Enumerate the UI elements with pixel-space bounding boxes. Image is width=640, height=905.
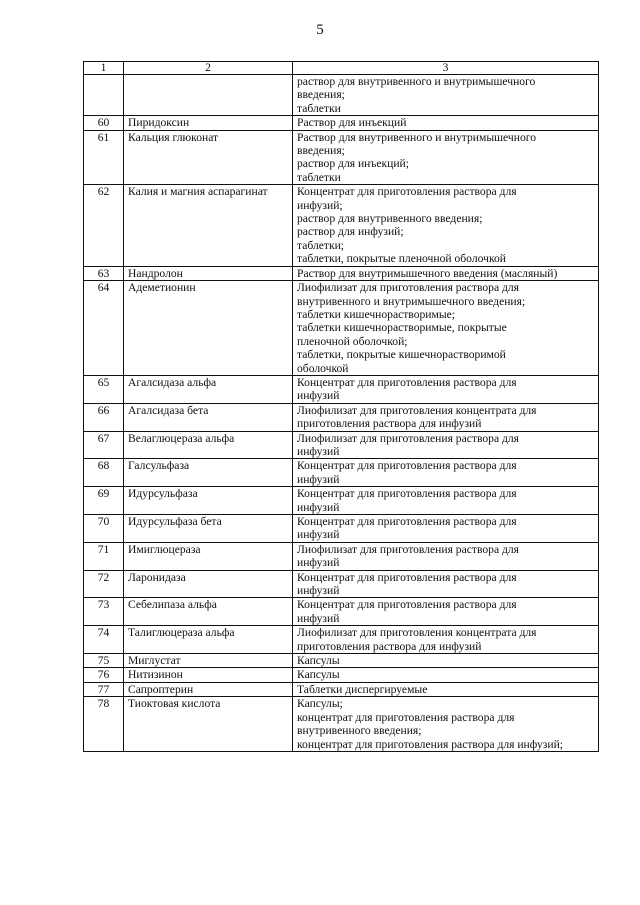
table-row: [84, 697, 599, 752]
table-row: [84, 116, 599, 130]
drug-name: Калия и магния аспарагинат: [124, 185, 293, 266]
dosage-form-line: инфузий: [297, 584, 340, 598]
row-number: 66: [84, 403, 124, 431]
table-row: [84, 668, 599, 682]
table-row: [84, 266, 599, 280]
dosage-form-line: Концентрат для приготовления раствора для: [297, 570, 517, 584]
drug-name: Кальция глюконат: [124, 130, 293, 185]
dosage-form-line: раствор для внутривенного введения;: [297, 212, 483, 226]
dosage-forms: [293, 598, 599, 626]
dosage-form-line: таблетки кишечнорастворимые, покрытые: [297, 321, 507, 335]
dosage-form-line: Концентрат для приготовления раствора для: [297, 375, 517, 389]
dosage-form-line: таблетки, покрытые пленочной оболочкой: [297, 252, 506, 266]
row-number: 76: [84, 668, 124, 682]
dosage-form-line: инфузий: [297, 556, 340, 570]
dosage-form-line: приготовления раствора для инфузий: [297, 417, 482, 431]
dosage-form-line: концентрат для приготовления раствора для: [297, 710, 515, 724]
dosage-forms: [293, 459, 599, 487]
drug-name: Талиглюцераза альфа: [124, 626, 293, 654]
row-number: 67: [84, 431, 124, 459]
row-number: 68: [84, 459, 124, 487]
dosage-forms: [293, 487, 599, 515]
drug-name: Сапроптерин: [124, 682, 293, 696]
dosage-forms: [293, 570, 599, 598]
dosage-form-line: таблетки: [297, 101, 341, 115]
dosage-forms: [293, 130, 599, 185]
dosage-form-line: Капсулы: [297, 654, 340, 668]
dosage-form-line: Лиофилизат для приготовления концентрата для: [297, 403, 537, 417]
dosage-forms: [293, 697, 599, 752]
table-row: [84, 130, 599, 185]
header-row: [84, 62, 599, 75]
dosage-form-line: приготовления раствора для инфузий: [297, 639, 482, 653]
drug-name: Ларонидаза: [124, 570, 293, 598]
dosage-form-line: Концентрат для приготовления раствора для: [297, 598, 517, 612]
drug-name: Миглустат: [124, 654, 293, 668]
table-row: [84, 431, 599, 459]
table-row: [84, 626, 599, 654]
dosage-forms: [293, 626, 599, 654]
dosage-form-line: инфузий: [297, 389, 340, 403]
dosage-form-line: инфузий: [297, 500, 340, 514]
header-col-3: 3: [293, 62, 599, 75]
dosage-forms: [293, 403, 599, 431]
dosage-forms: [293, 375, 599, 403]
header-col-2: 2: [124, 62, 293, 75]
table-row: [84, 542, 599, 570]
row-number: 75: [84, 654, 124, 668]
dosage-form-line: Таблетки диспергируемые: [297, 682, 428, 696]
dosage-form-line: таблетки: [297, 170, 341, 184]
drug-name: Велаглюцераза альфа: [124, 431, 293, 459]
row-number: 78: [84, 697, 124, 752]
table-row: [84, 515, 599, 543]
drug-name: Идурсульфаза бета: [124, 515, 293, 543]
table-row: [84, 403, 599, 431]
dosage-form-line: Лиофилизат для приготовления раствора для: [297, 542, 520, 556]
dosage-forms: [293, 116, 599, 130]
dosage-forms: [293, 185, 599, 266]
dosage-form-line: раствор для внутривенного и внутримышечного: [297, 75, 536, 88]
table-row: [84, 570, 599, 598]
dosage-form-line: Капсулы: [297, 668, 340, 682]
dosage-form-line: внутривенного введения;: [297, 724, 422, 738]
dosage-form-line: Раствор для инъекций: [297, 116, 407, 130]
drug-table: [83, 61, 599, 752]
dosage-form-line: раствор для инфузий;: [297, 225, 404, 239]
dosage-form-line: инфузий: [297, 444, 340, 458]
drug-name: Нитизинон: [124, 668, 293, 682]
dosage-form-line: оболочкой: [297, 361, 349, 375]
row-number: 61: [84, 130, 124, 185]
row-number: 72: [84, 570, 124, 598]
table-row: [84, 682, 599, 696]
table-row: [84, 185, 599, 266]
drug-name: Галсульфаза: [124, 459, 293, 487]
dosage-forms: [293, 75, 599, 116]
dosage-form-line: Лиофилизат для приготовления концентрата для: [297, 626, 537, 640]
dosage-form-line: Раствор для внутримышечного введения (масляный): [297, 266, 558, 280]
dosage-form-line: введения;: [297, 144, 345, 158]
dosage-form-line: таблетки кишечнорастворимые;: [297, 307, 455, 321]
dosage-form-line: таблетки, покрытые кишечнорастворимой: [297, 348, 506, 362]
table-row: [84, 75, 599, 116]
row-number: 62: [84, 185, 124, 266]
dosage-forms: [293, 281, 599, 376]
dosage-form-line: внутривенного и внутримышечного введения;: [297, 294, 526, 308]
dosage-forms: [293, 515, 599, 543]
row-number: 64: [84, 281, 124, 376]
dosage-forms: [293, 682, 599, 696]
table-row: [84, 654, 599, 668]
row-number: 69: [84, 487, 124, 515]
table-row: [84, 598, 599, 626]
row-number: 60: [84, 116, 124, 130]
drug-name: Тиоктовая кислота: [124, 697, 293, 752]
drug-name: Идурсульфаза: [124, 487, 293, 515]
row-number: 63: [84, 266, 124, 280]
drug-name: [124, 75, 293, 116]
row-number: [84, 75, 124, 116]
dosage-forms: [293, 668, 599, 682]
drug-name: Пиридоксин: [124, 116, 293, 130]
drug-name: Агалсидаза альфа: [124, 375, 293, 403]
dosage-form-line: инфузий: [297, 472, 340, 486]
dosage-form-line: Лиофилизат для приготовления раствора для: [297, 431, 520, 445]
drug-name: Адеметионин: [124, 281, 293, 376]
dosage-forms: [293, 542, 599, 570]
dosage-form-line: пленочной оболочкой;: [297, 334, 408, 348]
table-body: [84, 75, 599, 752]
dosage-form-line: Капсулы;: [297, 697, 343, 711]
row-number: 74: [84, 626, 124, 654]
dosage-form-line: инфузий;: [297, 198, 343, 212]
dosage-form-line: Раствор для внутривенного и внутримышечного: [297, 130, 537, 144]
table-row: [84, 459, 599, 487]
dosage-form-line: концентрат для приготовления раствора для инфузий;: [297, 737, 563, 751]
row-number: 71: [84, 542, 124, 570]
dosage-form-line: Концентрат для приготовления раствора для: [297, 487, 517, 501]
row-number: 65: [84, 375, 124, 403]
dosage-form-line: Лиофилизат для приготовления раствора для: [297, 281, 520, 295]
dosage-form-line: инфузий: [297, 611, 340, 625]
drug-name: Имиглюцераза: [124, 542, 293, 570]
dosage-form-line: таблетки;: [297, 238, 345, 252]
dosage-forms: [293, 431, 599, 459]
table-row: [84, 281, 599, 376]
table-row: [84, 375, 599, 403]
dosage-form-line: Концентрат для приготовления раствора для: [297, 515, 517, 528]
drug-name: Агалсидаза бета: [124, 403, 293, 431]
dosage-form-line: введения;: [297, 88, 345, 102]
row-number: 73: [84, 598, 124, 626]
drug-name: Себелипаза альфа: [124, 598, 293, 626]
dosage-form-line: Концентрат для приготовления раствора для: [297, 459, 517, 473]
drug-name: Нандролон: [124, 266, 293, 280]
page-number: 5: [316, 22, 324, 38]
table-row: [84, 487, 599, 515]
row-number: 77: [84, 682, 124, 696]
dosage-forms: [293, 654, 599, 668]
dosage-form-line: раствор для инъекций;: [297, 157, 409, 171]
dosage-forms: [293, 266, 599, 280]
dosage-form-line: инфузий: [297, 528, 340, 542]
dosage-form-line: Концентрат для приготовления раствора для: [297, 185, 517, 199]
header-col-1: 1: [84, 62, 124, 75]
row-number: 70: [84, 515, 124, 543]
